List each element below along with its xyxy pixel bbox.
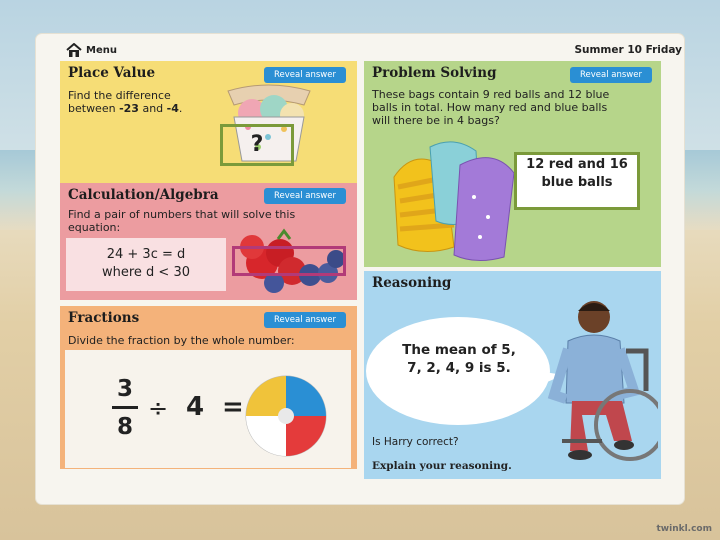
answer-line2: blue balls (541, 175, 613, 190)
calculation-answer-box (232, 246, 346, 276)
menu-label: Menu (86, 45, 117, 56)
problem-solving-question (372, 88, 609, 127)
place-value-reveal-button[interactable]: Reveal answer (264, 67, 346, 83)
fractions-title: Fractions (68, 310, 140, 326)
menu-link[interactable] (66, 43, 117, 58)
calculation-reveal-button[interactable]: Reveal answer (264, 188, 346, 204)
equation-box (66, 238, 226, 291)
calculation-line2: equation: (68, 221, 121, 234)
brand-watermark: twinkl.com (656, 524, 712, 534)
problem-solving-title: Problem Solving (372, 65, 497, 81)
calculation-title: Calculation/Algebra (68, 187, 219, 203)
problem-line3: will there be in 4 bags? (372, 114, 500, 127)
date-label: Summer 10 Friday (574, 44, 682, 56)
bubble-line2: 7, 2, 4, 9 is 5. (407, 360, 511, 376)
bubble-line1: The mean of 5, (402, 342, 516, 358)
fractions-instruction: Divide the fraction by the whole number: (68, 334, 295, 347)
place-value-number-1: -23 (119, 102, 139, 115)
fraction-bar (112, 406, 138, 409)
reasoning-title: Reasoning (372, 275, 452, 291)
reasoning-question: Is Harry correct? (372, 436, 459, 448)
problem-solving-answer-box (514, 152, 640, 210)
problem-solving-panel (364, 61, 661, 267)
place-value-line2 (68, 102, 182, 115)
equation-line2: where d < 30 (101, 265, 190, 280)
fraction-numerator: 3 (116, 376, 133, 402)
place-value-answer-box: ? (220, 124, 294, 166)
place-value-panel (60, 61, 357, 183)
beach-ball-image (244, 374, 328, 458)
place-value-line1: Find the difference (68, 89, 171, 102)
bags-image (384, 137, 524, 267)
equals-sign: = (222, 392, 244, 422)
problem-line2: balls in total. How many red and blue balls (372, 101, 608, 114)
fractions-panel (60, 306, 357, 469)
divide-sign: ÷ (148, 394, 169, 422)
whole-number: 4 (186, 392, 205, 422)
place-value-and: and (138, 102, 167, 115)
problem-line1: These bags contain 9 red balls and 12 blue (372, 88, 610, 101)
reasoning-instruction: Explain your reasoning. (372, 460, 512, 472)
place-value-title: Place Value (68, 65, 156, 81)
calculation-panel (60, 183, 357, 300)
speech-bubble-text (384, 341, 534, 377)
answer-line1: 12 red and 16 (526, 157, 628, 172)
fraction-denominator: 8 (116, 414, 133, 440)
place-value-question (68, 89, 182, 115)
place-value-end: . (178, 102, 183, 115)
equation-line1: 24 + 3c = d (106, 247, 186, 262)
reasoning-panel (364, 271, 661, 479)
person-in-wheelchair-image (542, 291, 658, 479)
fractions-reveal-button[interactable]: Reveal answer (264, 312, 346, 328)
home-icon (66, 43, 82, 58)
place-value-number-2: -4 (166, 102, 179, 115)
problem-solving-reveal-button[interactable]: Reveal answer (570, 67, 652, 83)
calculation-line1: Find a pair of numbers that will solve this (68, 208, 296, 221)
place-value-between: between (68, 102, 120, 115)
